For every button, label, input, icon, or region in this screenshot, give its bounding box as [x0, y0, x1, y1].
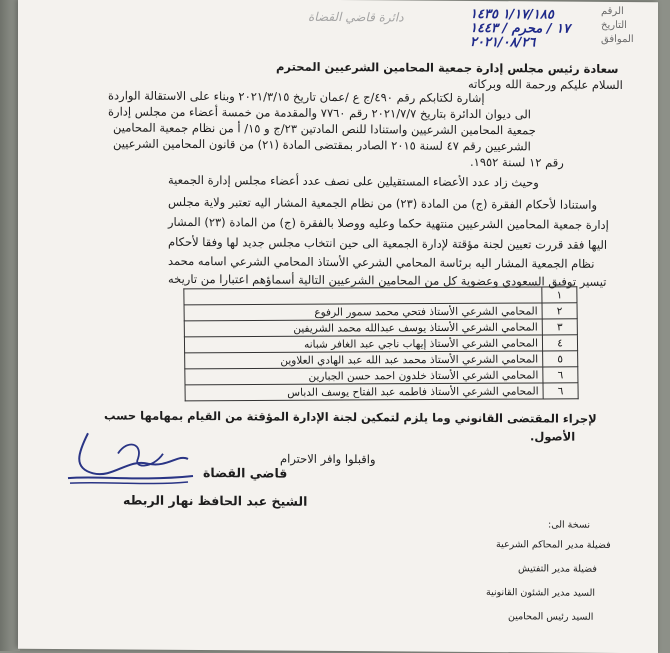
cc-label: نسخة الى: — [548, 519, 591, 531]
para2-line: نظام الجمعية المشار اليه برئاسة المحامي الشرعي الأستاذ المحامي الشرعي اسامه محمد — [168, 253, 595, 271]
row-number: ٤ — [542, 335, 577, 351]
row-number: ٢ — [542, 303, 577, 319]
row-number: ٣ — [542, 319, 577, 335]
org-letterhead: دائرة قاضي القضاة — [308, 9, 404, 25]
member-name: المحامي الشرعي الأستاذ محمد عبد الله عبد الهادي العلاوين — [185, 351, 543, 369]
para1-line: جمعية المحامين الشرعيين واستنادا للنص المادتين ٢٣/ج و ١٥/ أ من نظام جمعية المحامين — [113, 120, 536, 138]
cc-item: السيد مدير الشئون القانونية — [486, 587, 596, 599]
member-name: المحامي الشرعي الأستاذ يوسف عبدالله محمد الشريفين — [184, 319, 542, 337]
para2-line: تيسير توفيق السعودي وعضوية كل من المحامين الشرعيين التالية أسماؤهم اعتبارا من تاريخه — [168, 271, 607, 289]
para2-line: وحيث زاد عدد الأعضاء المستقيلين على نصف عدد أعضاء مجلس إدارة الجمعية — [168, 172, 539, 190]
para1-line: الى ديوان الدائرة بتاريخ ٢٠٢١/٧/٧ رقم ٧٧٦٠ والمقدمة من خمسة أعضاء من مجلس إدارة — [108, 104, 531, 122]
regards: واقبلوا وافر الاحترام — [280, 451, 376, 467]
corr-value: ٢٠٢١/٠٨/٢٦ — [470, 34, 536, 51]
row-number: ٥ — [543, 351, 578, 367]
signature-image — [58, 423, 198, 494]
cc-item: فضيلة مدير المحاكم الشرعية — [496, 539, 611, 551]
signer-title: قاضي القضاة — [203, 465, 288, 481]
date-label: التاريخ — [601, 19, 627, 32]
table-row — [185, 383, 578, 401]
para2-line: واستنادا لأحكام الفقرة (ج) من المادة (٢٣) من نظام الجمعية المشار اليه تعتبر ولاية مجلس — [168, 194, 598, 212]
para1-line: الشرعيين رقم ٤٧ لسنة ٢٠١٥ الصادر بمقتضى المادة (٢١) من قانون المحامين الشرعيين — [113, 136, 531, 154]
member-name: المحامي الشرعي الأستاذ فاطمه عبد الفتاح يوسف الدباس — [185, 383, 543, 401]
signer-name: الشيخ عبد الحافظ نهار الربطه — [123, 492, 308, 509]
member-name: المحامي الشرعي الأستاذ فتحي محمد سمور الرفوع — [184, 303, 542, 321]
corr-label: الموافق — [601, 33, 634, 46]
closing-line: لإجراء المقتضى القانوني وما يلزم لتمكين لجنة الإدارة المؤقتة من القيام بمهامها حسب — [104, 408, 597, 426]
para1-line: إشارة لكتابكم رقم ٤٩٠/ج ع /عمان تاريخ ٢٠٢١/٣/١٥ وبناء على الاستقالة الواردة — [108, 88, 485, 106]
row-number: ٦ — [543, 383, 578, 399]
para2-line: اليها فقد قررت تعيين لجنة مؤقتة لإدارة الجمعية الى حين انتخاب مجلس جديد لها وفقا لأحكام — [168, 234, 608, 252]
date-value: ١٧ / محرم / ١٤٤٣ — [470, 20, 571, 37]
row-number: ٦ — [543, 367, 578, 383]
member-name: المحامي الشرعي الأستاذ إيهاب ناجي عبد الغافر شبانه — [184, 335, 542, 353]
row-number: ١ — [542, 287, 577, 303]
closing-line: الأصول. — [530, 429, 576, 444]
members-table — [183, 286, 578, 401]
ref-value: ١/١٧/١٨٥ ١٤٣٥ — [470, 6, 554, 23]
background-edge — [0, 0, 20, 651]
member-name — [184, 287, 542, 305]
cc-item: فضيلة مدير التفتيش — [518, 563, 597, 575]
member-name: المحامي الشرعي الأستاذ خلدون احمد حسن الجبارين — [185, 367, 543, 385]
ref-label: الرقم — [601, 5, 624, 17]
para1-line: رقم ١٢ لسنة ١٩٥٢. — [470, 154, 564, 170]
cc-item: السيد رئيس المحامين — [508, 611, 594, 623]
para2-line: إدارة جمعية المحامين الشرعيين منتهية حكما وعليه ووصلا بالفقرة (ج) من المادة (٢٣) المشار — [168, 214, 609, 232]
document-page — [18, 0, 658, 653]
addressee: سعادة رئيس مجلس إدارة جمعية المحامين الشرعيين المحترم — [276, 59, 619, 76]
greeting: السلام عليكم ورحمة الله وبركاته — [468, 76, 623, 92]
